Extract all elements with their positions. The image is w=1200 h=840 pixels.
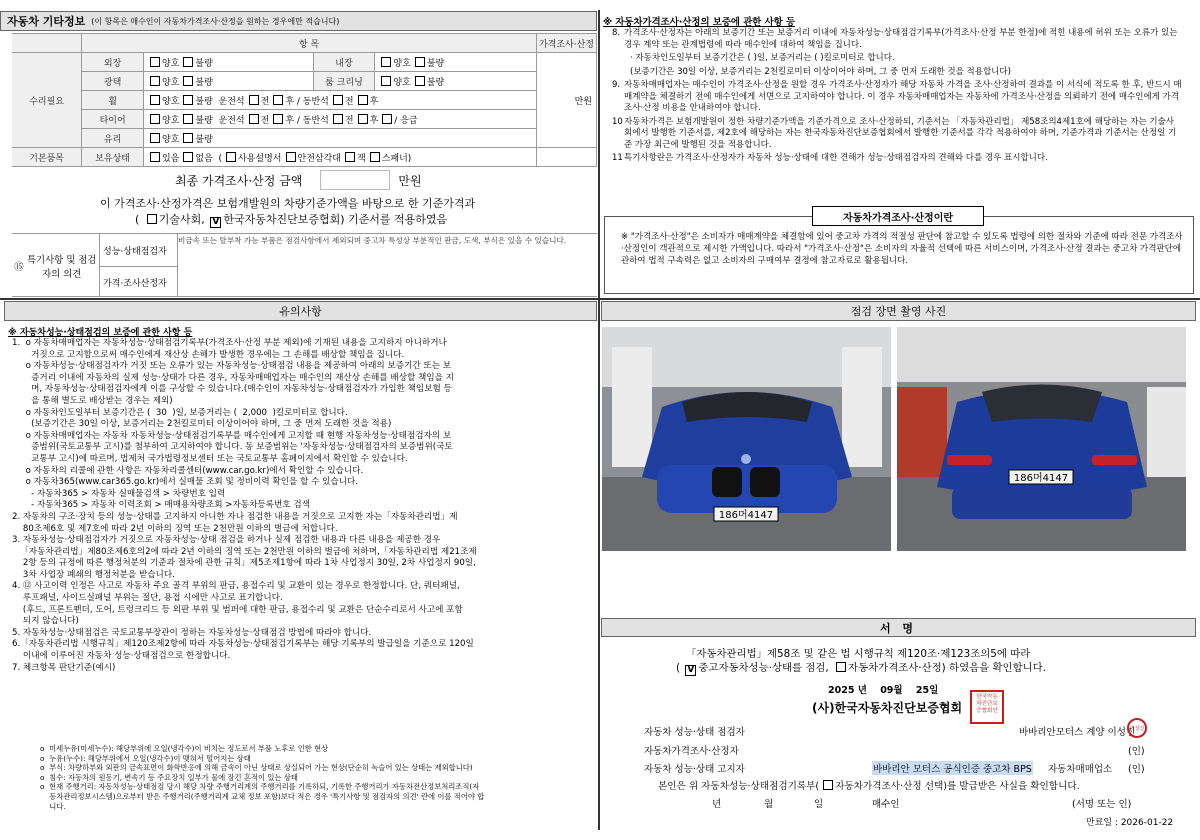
notice-line: 6.「자동차관리법 시행규칙」제120조제2항에 따라 자동차성능·상태점검기록부는 해당 기록부의 발급일을 기준으로 120일 [12, 639, 474, 650]
basis-open-paren: ( [135, 213, 140, 226]
notice-criteria-line: o 침수: 자동차의 원동기, 변속기 등 주요장치 일부가 물에 잠긴 흔적이 있는 상태 [40, 772, 298, 782]
price-warranty-item [612, 67, 1182, 79]
notice-criteria-line: 니다. [40, 801, 66, 811]
notice-line: 5. 자동차성능·상태점검은 국토교통부장관이 정하는 자동차성능·상태점검 방법에 따라야 합니다. [12, 627, 372, 638]
notice-line: o 자동차인도일부터 보증기간은 ( 30 )일, 보증거리는 ( 2,000 )킬로미터로 합니다. [12, 407, 348, 418]
room-good-checkbox[interactable] [381, 76, 391, 86]
performance-check-text: 중고자동차성능·상태를 점검, [698, 662, 829, 674]
bad-text: 불량 [195, 134, 213, 145]
notifier-value: 바바리안 모터스 공식인증 중고차 BPS [872, 761, 1033, 775]
price-warranty-item-text: 특기사항란은 가격조사·산정자가 자동차 성능·상태에 대한 견해가 성능·상태점검자의 견해와 다를 경우 표시합니다. [624, 153, 1048, 163]
rear-text: 후 [285, 115, 295, 126]
price-warranty-item-no: 9. [612, 80, 621, 90]
glass-bad-checkbox[interactable] [183, 133, 193, 143]
exterior-label: 외장 [82, 53, 144, 72]
notice-line: o 자동차매매업자는 자동차 자동차성능·상태점검기록부를 매수인에게 고지할 때 현행 자동차성능·상태점검자의 보 [12, 430, 452, 441]
wheel-bad-checkbox[interactable] [183, 95, 193, 105]
price-warranty-item-no [612, 53, 624, 65]
vehicle-other-info-subtitle: (이 항목은 매수인이 자동차가격조사·산정을 원하는 경우에만 적습니다) [91, 16, 340, 26]
kada-checkbox[interactable]: V [210, 217, 221, 228]
item-header: 항 목 [82, 34, 537, 53]
notice-criteria-line: o 현재 주행거리: 자동차성능·상태점검 당시 해당 차량 주행거리계의 주행거리를 기록하되, 기록한 주행거리가 자동차전산정보처리조직(자 [40, 782, 480, 792]
price-warranty-item-text: 가격조사·산정자는 아래의 보증기간 또는 보증거리 이내에 자동차성능·상태점검기록부(가격조사·산정 부분 한정)에 적힌 내용에 허위 또는 오류가 있는 경우 계약 또는 관계법령에 따라 매수인에 대하여 책임을 집니다. [624, 28, 1178, 50]
vehicle-other-info-title: 자동차 기타정보 [7, 15, 86, 28]
good-text: 양호 [162, 58, 180, 69]
confirm-open-paren: ( [676, 662, 681, 674]
good-text: 양호 [162, 115, 180, 126]
front-photo-svg [602, 327, 891, 551]
photos-header [601, 301, 1196, 321]
tire-pass-front-checkbox[interactable] [333, 114, 343, 124]
special-notes-label-cell [12, 234, 100, 297]
notice-line: 2. 자동차의 구조·장치 등의 성능·상태를 고지하지 아니한 자나 점검한 내용을 거짓으로 고지한 자는「자동차관리법」제 [12, 511, 458, 522]
exterior-bad-checkbox[interactable] [183, 57, 193, 67]
notice-line: 되지 않습니다) [12, 616, 79, 627]
price-warranty-heading: ※ 자동차가격조사·산정의 보증에 관한 사항 등 [603, 17, 796, 28]
basic-items-label: 기본품목 [12, 148, 82, 167]
driver-text: 운전석 [218, 115, 245, 126]
special-notes-number: ⑮ [14, 261, 24, 273]
spanner-checkbox[interactable] [370, 152, 380, 162]
price-warranty-item-no: 10 [612, 116, 623, 127]
front-text: 전 [344, 115, 354, 126]
expiry-date: 만료일 : 2026-01-22 [1086, 818, 1174, 828]
passenger-text: / 동반석 [296, 115, 329, 126]
perf-inspector-label: 성능·상태점검자 [100, 234, 178, 267]
inspector-value: 바바리안모터스 계양 이성진 [1019, 727, 1136, 738]
basis-line-1: 이 가격조사·산정가격은 보험개발원의 차량기준가액을 바탕으로 한 기준가격과 [100, 197, 476, 210]
buyer-row [712, 796, 1142, 810]
price-unit: 만원 [536, 53, 596, 148]
rear-photo-svg [897, 327, 1186, 551]
wheel-good-checkbox[interactable] [150, 95, 160, 105]
spanner-text: 스패너 [381, 153, 408, 164]
price-warranty-item [612, 153, 1182, 165]
good-text: 양호 [393, 77, 411, 88]
good-text: 양호 [162, 77, 180, 88]
repair-table: 항 목 가격조사·산정 수리필요 외장 양호 불량 내장 양호 불량 만원 광택 양호 불량 룸 크리닝 양호 불량 휠 양호 불량 운전석 전 후 / 동반석 전 후 타이어 양호 불량 운전석 전 후 / 동반석 전 후 / 응급 유리 양호 불량 기본품목 보유상태 있음 없음 ( 사용설명서 안전삼각대 잭 스패너) [12, 33, 597, 167]
notice-criteria [40, 744, 600, 811]
basis-line-2 [135, 211, 447, 228]
bad-text: 불량 [195, 58, 213, 69]
inspector-seal [1127, 718, 1147, 738]
have-text: 있음 [162, 153, 180, 164]
spare-text: / 응급 [394, 115, 418, 126]
performance-check-checkbox[interactable]: V [685, 665, 696, 676]
month-label: 월 [893, 685, 903, 696]
notice-line: 3차 사업장 폐쇄의 행정처분을 받습니다. [12, 569, 175, 580]
notice-criteria-line: o 부식: 차량하부와 외판의 금속표면이 화학반응에 의해 금속이 아닌 상태로 상실되어 가는 현상(단순히 녹슬어 있는 상태는 제외합니다) [40, 763, 473, 773]
triangle-checkbox[interactable] [286, 152, 296, 162]
buyer-sign-mark: (서명 또는 인) [1072, 799, 1132, 810]
notifier-suffix: 자동차매매업소 [1048, 764, 1113, 775]
bad-text: 불량 [426, 58, 445, 69]
notice-body [12, 338, 597, 674]
front-text: 전 [344, 96, 354, 107]
repair-needed-label: 수리필요 [12, 53, 82, 148]
rear-text: 후 [369, 115, 379, 126]
front-photo [602, 327, 891, 551]
basic-none-checkbox[interactable] [183, 152, 193, 162]
possession-label: 보유상태 [82, 148, 144, 167]
notice-line: 3. 자동차성능·상태점검자가 거짓으로 자동차성능·상태 점검을 하거나 실제 점검한 내용과 다른 내용을 제공한 경우 [12, 535, 441, 546]
basic-have-checkbox[interactable] [150, 152, 160, 162]
notice-line: o 자동차성능·상태점검자가 거짓 또는 오류가 있는 자동차성능·상태점검 내용을 제공하여 아래의 보증기간 또는 보 [12, 361, 452, 372]
inspector-seal-text: 이성진 [1129, 725, 1145, 732]
price-warranty-item-text: 자동차가격은 보험개발원이 정한 차량기준가액을 기준가격으로 조사·산정하되, 기준서는 「자동차관리법」 제58조의4제1호에 해당하는 자는 기술사회에서 발행한 기준서를, 제2호에 해당하는 자는 한국자동차진단보증협회에서 발행한 기준서를 각각 적용하여야 하며, 기준가격과 기준서는 산정일 기준 가장 최근에 발행된 것을 적용합니다. [624, 116, 1177, 150]
pricer-row [644, 743, 1144, 757]
photos-title: 점검 장면 촬영 사진 [850, 305, 947, 318]
exterior-good-checkbox[interactable] [150, 57, 160, 67]
price-warranty-item-text: · 자동차인도일부터 보증기간은 ( )일, 보증거리는 ( )킬로미터로 합니다. [630, 53, 895, 63]
price-definition-box [604, 216, 1194, 294]
notice-line: (보증기간은 30일 이상, 보증거리는 2천킬로미터 이상이어야 하며, 그 중 먼저 도래한 것을 적용) [12, 419, 392, 430]
notice-header [4, 301, 597, 321]
final-price-input[interactable] [320, 170, 390, 190]
rear-plate-text: 186머4147 [1013, 473, 1069, 484]
kada-text: 한국자동차진단보증협회) 기준서를 적용하였음 [223, 213, 448, 226]
final-price-label: 최종 가격조사·산정 금액 [175, 173, 303, 188]
notice-criteria-line: o 누유(누수): 해당부위에서 오일(냉각수)이 맺혀서 떨어지는 상태 [40, 753, 251, 763]
buyer-label: 매수인 [872, 799, 900, 810]
interior-label: 내장 [313, 53, 375, 72]
special-notes-label: 특기사항 및 점검자의 의견 [27, 254, 97, 280]
notice-line: - 자동차365 > 자동차 실매물검색 > 차량번호 입력 [12, 488, 226, 499]
triangle-text: 안전삼각대 [297, 153, 341, 164]
tire-label: 타이어 [82, 110, 144, 129]
notice-line: 며, 자동차성능·상태점검자에게 이를 구상할 수 있습니다.(매수인이 자동차성능·상태점검자가 가입한 책임보험 등 [12, 384, 452, 395]
manual-text: 사용설명서 [238, 153, 282, 164]
front-plate-text: 186머4147 [718, 510, 774, 521]
inspector-label: 자동차 성능·상태 점검자 [644, 727, 745, 738]
notice-line: 이내에 이루어진 자동차 성능·상태점검으로 한정합니다. [12, 651, 231, 662]
good-text: 양호 [162, 134, 180, 145]
wheel-pass-front-checkbox[interactable] [333, 95, 343, 105]
notifier-mark: (인) [1128, 764, 1145, 775]
rear-text: 후 [369, 96, 379, 107]
interior-bad-checkbox[interactable] [415, 57, 425, 67]
price-warranty-item [612, 28, 1182, 51]
year-label: 년 [857, 685, 867, 696]
notice-line: 증범위(국토교통부 고시)를 첨부하여 고지하여야 합니다. 동 보증범위는 '자동차성능·상태점검자의 보증범위(국토 [12, 442, 453, 453]
pricer-mark: (인) [1128, 746, 1145, 757]
tire-driver-front-checkbox[interactable] [249, 114, 259, 124]
sign-org: (사)한국자동차진단보증협회 [812, 701, 963, 715]
final-price-unit: 만원 [398, 173, 422, 188]
notice-line: 7. 체크항목 판단기준(예시) [12, 662, 116, 673]
price-warranty-item-no: 11 [612, 153, 623, 163]
price-survey-checkbox[interactable] [836, 662, 846, 672]
manual-checkbox[interactable] [226, 152, 236, 162]
perf-inspector-note: 비금속 또는 탈부착 가능 부품은 점검사항에서 제외되며 중고차 특성상 부분적인 판금, 도색, 부식은 있을 수 있습니다. [178, 236, 567, 245]
notice-line: 「자동차관리법」제80조제6호의2에 따라 2년 이하의 징역 또는 2천만원 이하의 벌금에 처하며,「자동차관리법 제21조제 [12, 546, 477, 557]
glass-label: 유리 [82, 129, 144, 148]
buyer-month-label: 월 [764, 799, 774, 810]
notice-line: 80조제6호 및 제7호에 따라 2년 이하의 징역 또는 2천만원 이하의 벌금에 처합니다. [12, 523, 338, 534]
front-text: 전 [260, 96, 270, 107]
gloss-good-checkbox[interactable] [150, 76, 160, 86]
notice-heading: ※ 자동차성능·상태점검의 보증에 관한 사항 등 [8, 328, 193, 338]
wheel-driver-rear-checkbox[interactable] [273, 95, 283, 105]
glass-good-checkbox[interactable] [150, 133, 160, 143]
notice-line: 증거리 이내에 자동차의 실제 성능·상태가 다른 경우, 자동차매매업자는 매수인의 재산상 손해를 배상할 책임을 지 [12, 372, 454, 383]
org-seal [970, 690, 1004, 724]
wheel-pass-rear-checkbox[interactable] [358, 95, 368, 105]
price-warranty-item-text: 자동차매매업자는 매수인이 가격조사·산정을 원할 경우 가격조사·산정자가 해당 자동차 가격을 조사·산정하여 결과를 이 서식에 적도록 한 후, 반드시 매매계약을 체결하기 전에 매수인에게 서면으로 고지하여야 합니다. 이 경우 자동차매매업자는 자동차에 가격조사·산정을 의뢰하기 전에 매수인에게 가격조사·산정 비용을 안내하여야 합니다. [624, 80, 1182, 113]
gloss-bad-checkbox[interactable] [183, 76, 193, 86]
bad-text: 불량 [195, 77, 213, 88]
special-notes-block [12, 233, 597, 297]
bad-text: 불량 [195, 96, 213, 107]
price-warranty-item-text: (보증기간은 30일 이상, 보증거리는 2천킬로미터 이상이어야 하며, 그 중 먼저 도래한 것을 적용합니다) [630, 66, 1011, 77]
sign-year: 2025 [828, 685, 855, 696]
price-definition-title-box [812, 206, 984, 226]
notice-line: - 자동차365 > 자동차 이력조회 > 매매용차량조회 >자동차등록번호 검색 [12, 500, 310, 511]
column-divider [598, 10, 600, 830]
price-warranty-item-no: 8. [612, 28, 621, 38]
notice-line: 1. o 자동차매매업자는 자동차성능·상태점검기록부(가격조사·산정 부분 제외)에 기재된 내용을 고지하지 아니하거나 [12, 338, 447, 348]
sign-month: 09 [880, 685, 894, 696]
notice-line: 2항 등의 규정에 따른 행정처분의 기준과 절차에 관한 규칙」제5조제1항에 따라 1차 사업정지 30일, 2차 사업정지 90일, [12, 558, 476, 569]
interior-good-checkbox[interactable] [381, 57, 391, 67]
day-label: 일 [929, 685, 939, 696]
bad-text: 불량 [426, 77, 445, 88]
notice-line: o 자동차의 리콜에 관한 사항은 자동차리콜센터(www.car.go.kr)에서 확인할 수 있습니다. [12, 465, 364, 476]
price-warranty-item-no [612, 67, 624, 79]
org-seal-text: 한국자동차진단보증협회인 [976, 694, 998, 714]
driver-text: 운전석 [218, 96, 245, 107]
gloss-label: 광택 [82, 72, 144, 91]
tire-driver-rear-checkbox[interactable] [273, 114, 283, 124]
jack-text: 잭 [357, 153, 366, 164]
bad-text: 불량 [195, 115, 213, 126]
good-text: 양호 [162, 96, 180, 107]
notice-line: 거짓으로 고지함으로써 매수인에게 재산상 손해가 발생한 경우에는 그 손해를 배상할 책임을 집니다. [12, 349, 405, 360]
rear-text: 후 [285, 96, 295, 107]
notifier-label: 자동차 성능·상태 고지자 [644, 764, 745, 775]
price-warranty-item [612, 53, 1182, 65]
jack-checkbox[interactable] [345, 152, 355, 162]
tire-good-checkbox[interactable] [150, 114, 160, 124]
tech-society-text: 기술사회, [158, 213, 205, 226]
receipt-line [658, 778, 1080, 792]
vehicle-other-info-header [0, 11, 597, 31]
receipt-pre: 본인은 위 자동차성능·상태점검기록부( [658, 781, 820, 792]
price-definition-text: ※ "가격조사·산정"은 소비자가 매매계약을 체결함에 있어 중고차 가격의 적절성 판단에 참고할 수 있도록 법령에 의한 절차와 기준에 따라 전문 가격조사·산정인이 객관적으로 제시한 가액입니다. 따라서 "가격조사·산정"은 소비자의 자율적 선택에 따른 서비스이며, 가격조사·산정 결과는 중고차 가격판단에 관하여 법적 구속력은 없고 소비자의 구매여부 결정에 참고자료로 활용됩니다. [621, 232, 1183, 266]
receipt-price-checkbox[interactable] [823, 780, 833, 790]
notice-line: 4. ⑫ 사고이력 인정은 사고로 자동차 주요 골격 부위의 판금, 용접수리 및 교환이 있는 경우로 한정합니다. 단, 쿼터패널, [12, 581, 460, 592]
price-checker-label: 가격·조사산정자 [100, 267, 178, 297]
room-bad-checkbox[interactable] [415, 76, 425, 86]
room-cleaning-label: 룸 크리닝 [313, 72, 375, 91]
inspector-row [644, 724, 1144, 738]
price-warranty-item [612, 117, 1182, 152]
receipt-post: 자동차가격조사·산정 선택)를 발급받은 사실을 확인합니다. [835, 781, 1080, 792]
tire-spare-checkbox[interactable] [382, 114, 392, 124]
tire-bad-checkbox[interactable] [183, 114, 193, 124]
price-survey-text: 자동차가격조사·산정) 하였음을 확인합니다. [848, 662, 1046, 674]
wheel-driver-front-checkbox[interactable] [249, 95, 259, 105]
wheel-label: 휠 [82, 91, 144, 110]
notice-criteria-line: o 미세누유(미세누수): 해당부위에 오일(냉각수)이 비치는 정도로서 부품 노후로 인한 현상 [40, 744, 329, 753]
front-text: 전 [260, 115, 270, 126]
signature-title: 서 명 [879, 621, 918, 635]
horizontal-divider [0, 298, 1200, 300]
passenger-text: / 동반석 [296, 96, 329, 107]
none-text: 없음 [195, 153, 213, 164]
signature-law-line: 「자동차관리법」제58조 및 같은 법 시행규칙 제120조·제123조의5에 따라 [686, 648, 1031, 660]
notice-line: 교통부 고시)에 따르며, 법제처 국가법령정보센터 또는 국토교통부 홈페이지에서 확인할 수 있습니다. [12, 453, 408, 464]
notice-criteria-line: 동차관리정보시스템)으로부터 받은 주행거리(주행거리계 교체 정보 포함)보다 적은 경우 '특기사항 및 점검자의 의견' 란에 이를 적어야 합 [40, 791, 485, 801]
tech-society-checkbox[interactable] [147, 214, 157, 224]
notice-line: 루프패널, 사이드실패널 부위는 절단, 용접 시에만 사고로 표기합니다. [12, 593, 283, 604]
sign-date [828, 682, 938, 696]
notice-title: 유의사항 [279, 305, 322, 318]
price-header: 가격조사·산정 [536, 34, 596, 53]
price-warranty-items [612, 28, 1182, 167]
signature-confirm-line [676, 659, 1046, 676]
buyer-year-label: 년 [712, 799, 722, 810]
final-price-row [175, 170, 422, 190]
signature-header [601, 618, 1196, 637]
buyer-day-label: 일 [814, 799, 824, 810]
pricer-label: 자동차가격조사·산정자 [644, 746, 739, 757]
rear-photo [897, 327, 1186, 551]
price-warranty-item [612, 80, 1182, 115]
tire-pass-rear-checkbox[interactable] [358, 114, 368, 124]
notifier-row [644, 761, 1144, 775]
notice-line: (후드, 프론트펜더, 도어, 트렁크리드 등 외판 부위 및 범퍼에 대한 판금, 용접수리 및 교환은 단순수리로서 사고에 포함 [12, 604, 463, 615]
notice-line: 을 통해 별도로 배상받는 경우는 제외) [12, 395, 173, 406]
good-text: 양호 [393, 58, 411, 69]
notice-line: o 자동차365(www.car365.go.kr)에서 실매물 조회 및 정비이력 확인을 할 수 있습니다. [12, 477, 359, 488]
price-definition-title: 자동차가격조사·산정이란 [842, 212, 954, 224]
sign-day: 25 [915, 685, 930, 696]
